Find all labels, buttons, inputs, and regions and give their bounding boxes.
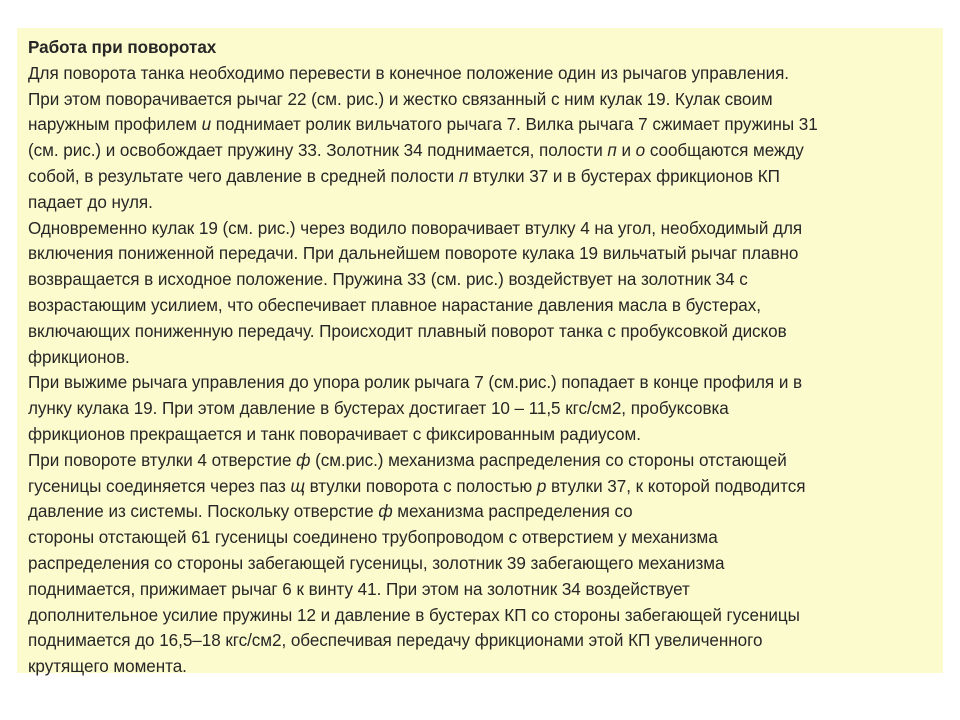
text-segment: стороны отстающей 61 гусеницы соединено трубопроводом с отверстием у механизма [28, 528, 718, 548]
text-segment: При повороте втулки 4 отверстие [28, 450, 297, 470]
text-segment: наружным профилем [28, 115, 202, 135]
text-segment: давление из системы. Поскольку отверстие [28, 502, 379, 522]
text-line [28, 190, 933, 216]
text-segment: включения пониженной передачи. При дальнейшем повороте кулака 19 вильчатый рычаг плавно [28, 244, 799, 264]
text-segment: Для поворота танка необходимо перевести в конечное положение один из рычагов управления. [28, 63, 789, 83]
section-title: Работа при поворотах [28, 38, 217, 57]
text-segment: При этом поворачивается рычаг 22 (см. рис.) и жестко связанный с ним кулак 19. Кулак своим [28, 89, 773, 109]
text-line [28, 577, 933, 603]
text-line [28, 654, 933, 680]
text-line [28, 525, 933, 551]
text-segment: втулки поворота с полостью [304, 476, 537, 496]
text-segment: лунку кулака 19. При этом давление в бустерах достигает 10 – 11,5 кгс/см2, пробуксовка [28, 399, 729, 419]
text-line [28, 370, 933, 396]
text-segment: гусеницы соединяется через паз [28, 476, 291, 496]
italic-label: п [607, 141, 617, 161]
text-line [28, 448, 933, 474]
text-segment: втулки 37, к которой подводится [546, 476, 806, 496]
text-line [28, 551, 933, 577]
text-line [28, 112, 933, 138]
text-segment: крутящего момента. [28, 657, 187, 677]
text-segment: и [616, 141, 636, 161]
text-line [28, 499, 933, 525]
text-line [28, 628, 933, 654]
text-line [28, 87, 933, 113]
text-line [28, 216, 933, 242]
italic-label: р [536, 476, 547, 496]
text-line [28, 345, 933, 371]
text-segment: При выжиме рычага управления до упора ролик рычага 7 (см.рис.) попадает в конце профиля и в [28, 373, 803, 393]
text-segment: (см.рис.) механизма распределения со стороны отстающей [310, 450, 787, 470]
text-segment: поднимается, прижимает рычаг 6 к винту 41. При этом на золотник 34 воздействует [28, 579, 690, 599]
text-segment: (см. рис.) и освобождает пружину 33. Золотник 34 поднимается, полости [28, 141, 608, 161]
body-text [28, 61, 933, 680]
text-line [28, 241, 933, 267]
text-line [28, 138, 933, 164]
italic-label: ф [378, 502, 393, 522]
text-segment: возвращается в исходное положение. Пружина 33 (см. рис.) воздействует на золотник 34 с [28, 270, 748, 290]
text-line [28, 474, 933, 500]
text-segment: механизма распределения со [392, 502, 633, 522]
text-line [28, 293, 933, 319]
italic-label: о [635, 141, 646, 161]
text-box [17, 28, 943, 677]
italic-label: ф [296, 450, 311, 470]
italic-label: п [458, 166, 469, 186]
text-line [28, 61, 933, 87]
text-segment: распределения со стороны забегающей гусеницы, золотник 39 забегающего механизма [28, 553, 725, 573]
text-segment: включающих пониженную передачу. Происходит плавный поворот танка с пробуксовкой дисков [28, 321, 787, 341]
text-segment: возрастающим усилием, что обеспечивает плавное нарастание давления масла в бустерах, [28, 295, 761, 315]
text-segment: поднимается до 16,5–18 кгс/см2, обеспечивая передачу фрикционами этой КП увеличенного [28, 631, 763, 651]
text-segment: поднимает ролик вильчатого рычага 7. Вилка рычага 7 сжимает пружины 31 [211, 115, 818, 135]
text-segment: втулки 37 и в бустерах фрикционов КП [468, 166, 780, 186]
text-segment: Одновременно кулак 19 (см. рис.) через водило поворачивает втулку 4 на угол, необходимый для [28, 218, 803, 238]
text-line [28, 319, 933, 345]
italic-label: щ [290, 476, 305, 496]
text-line [28, 164, 933, 190]
text-segment: дополнительное усилие пружины 12 и давление в бустерах КП со стороны забегающей гусеницы [28, 605, 800, 625]
text-segment: собой, в результате чего давление в средней полости [28, 166, 459, 186]
text-line [28, 422, 933, 448]
text-line [28, 267, 933, 293]
text-segment: падает до нуля. [28, 192, 153, 212]
text-line [28, 603, 933, 629]
text-segment: сообщаются между [645, 141, 804, 161]
text-segment: фрикционов прекращается и танк поворачивает с фиксированным радиусом. [28, 424, 641, 444]
text-segment: фрикционов. [28, 347, 130, 367]
italic-label: и [201, 115, 212, 135]
text-line [28, 396, 933, 422]
